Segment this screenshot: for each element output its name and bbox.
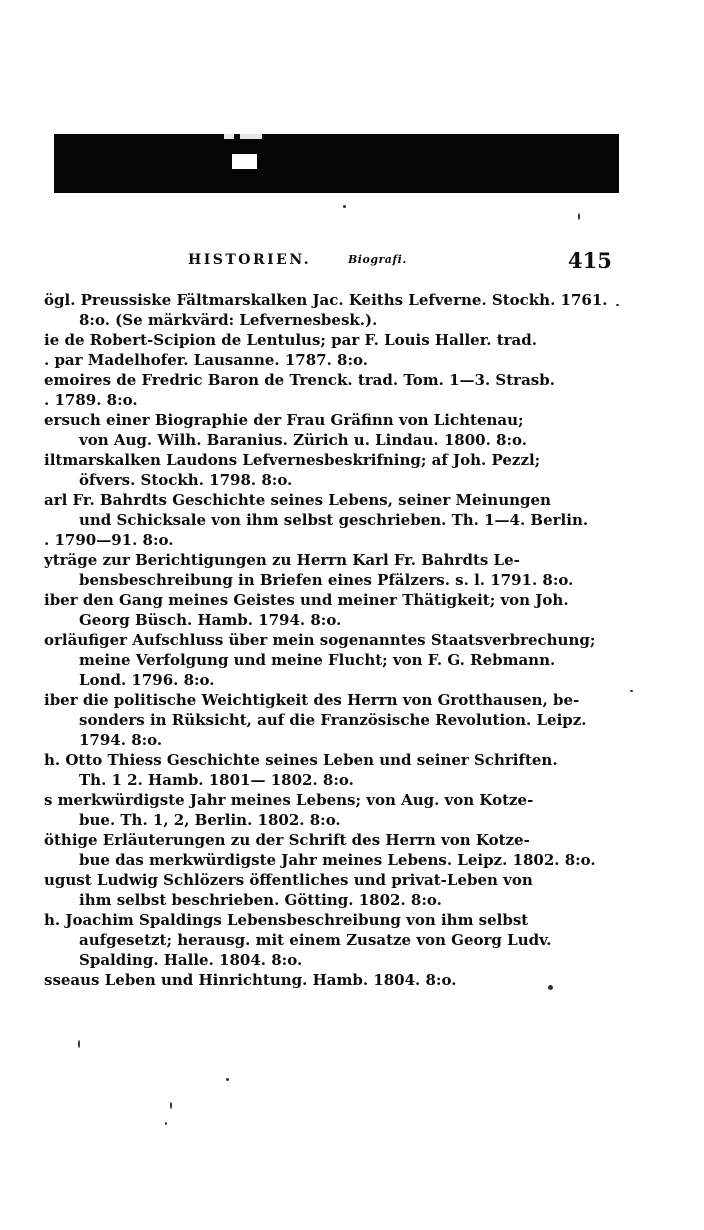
section-subtitle: Biografi.	[348, 253, 407, 266]
ink-speck	[170, 1102, 172, 1109]
text-line: von Aug. Wilh. Baranius. Zürich u. Lindau. 1800. 8:o.	[79, 431, 527, 449]
black-band	[54, 134, 619, 193]
ink-speck	[226, 1078, 229, 1081]
ink-speck	[616, 304, 619, 306]
band-notch	[232, 154, 257, 169]
ink-speck	[343, 205, 346, 208]
text-line: ögl. Preussiske Fältmarskalken Jac. Keiths Lefverne. Stockh. 1761.	[44, 291, 608, 309]
text-line: Th. 1 2. Hamb. 1801— 1802. 8:o.	[79, 771, 354, 789]
running-header	[0, 248, 640, 276]
text-line: 8:o. (Se märkvärd: Lefvernesbesk.).	[79, 311, 378, 329]
text-line: . par Madelhofer. Lausanne. 1787. 8:o.	[44, 351, 368, 369]
text-line: orläufiger Aufschluss über mein sogenanntes Staatsverbrechung;	[44, 631, 596, 649]
text-line: bue. Th. 1, 2, Berlin. 1802. 8:o.	[79, 811, 341, 829]
text-line: s merkwürdigste Jahr meines Lebens; von Aug. von Kotze-	[44, 791, 534, 809]
bibliography-entries	[44, 290, 644, 990]
ink-speck	[165, 1122, 167, 1125]
text-line: ersuch einer Biographie der Frau Gräfinn von Lichtenau;	[44, 411, 524, 429]
text-line: . 1789. 8:o.	[44, 391, 138, 409]
text-line: Spalding. Halle. 1804. 8:o.	[79, 951, 303, 969]
text-line: bue das merkwürdigste Jahr meines Lebens. Leipz. 1802. 8:o.	[79, 851, 596, 869]
text-line: meine Verfolgung und meine Flucht; von F. G. Rebmann.	[79, 651, 556, 669]
text-line: iber die politische Weichtigkeit des Herrn von Grotthausen, be-	[44, 691, 580, 709]
text-line: sonders in Rüksicht, auf die Französische Revolution. Leipz.	[79, 711, 587, 729]
text-line: ihm selbst beschrieben. Götting. 1802. 8:o.	[79, 891, 442, 909]
text-line: . 1790—91. 8:o.	[44, 531, 174, 549]
text-line: und Schicksale von ihm selbst geschrieben. Th. 1—4. Berlin.	[79, 511, 589, 529]
text-line: sseaus Leben und Hinrichtung. Hamb. 1804. 8:o.	[44, 971, 457, 989]
text-line: iber den Gang meines Geistes und meiner Thätigkeit; von Joh.	[44, 591, 569, 609]
text-line: Lond. 1796. 8:o.	[79, 671, 215, 689]
text-line: aufgesetzt; herausg. mit einem Zusatze von Georg Ludv.	[79, 931, 552, 949]
text-line: öthige Erläuterungen zu der Schrift des Herrn von Kotze-	[44, 831, 530, 849]
text-line: 1794. 8:o.	[79, 731, 163, 749]
text-line: öfvers. Stockh. 1798. 8:o.	[79, 471, 293, 489]
text-line: bensbeschreibung in Briefen eines Pfälzers. s. l. 1791. 8:o.	[79, 571, 574, 589]
text-line: yträge zur Berichtigungen zu Herrn Karl Fr. Bahrdts Le-	[44, 551, 520, 569]
ink-speck	[548, 985, 553, 990]
ink-speck	[578, 213, 580, 220]
text-line: ie de Robert-Scipion de Lentulus; par F. Louis Haller. trad.	[44, 331, 537, 349]
text-line: Georg Büsch. Hamb. 1794. 8:o.	[79, 611, 342, 629]
text-line: h. Otto Thiess Geschichte seines Leben und seiner Schriften.	[44, 751, 558, 769]
text-line: iltmarskalken Laudons Lefvernesbeskrifning; af Joh. Pezzl;	[44, 451, 541, 469]
text-line: arl Fr. Bahrdts Geschichte seines Lebens, seiner Meinungen	[44, 491, 551, 509]
band-flake	[240, 134, 262, 139]
text-line: h. Joachim Spaldings Lebensbeschreibung von ihm selbst	[44, 911, 529, 929]
text-line: emoires de Fredric Baron de Trenck. trad. Tom. 1—3. Strasb.	[44, 371, 555, 389]
ink-speck	[78, 1040, 80, 1048]
text-line: ugust Ludwig Schlözers öffentliches und privat-Leben von	[44, 871, 533, 889]
page-number: 415	[568, 248, 612, 273]
ink-speck	[630, 690, 633, 692]
band-flake	[224, 134, 234, 139]
section-title: HISTORIEN.	[188, 252, 312, 268]
